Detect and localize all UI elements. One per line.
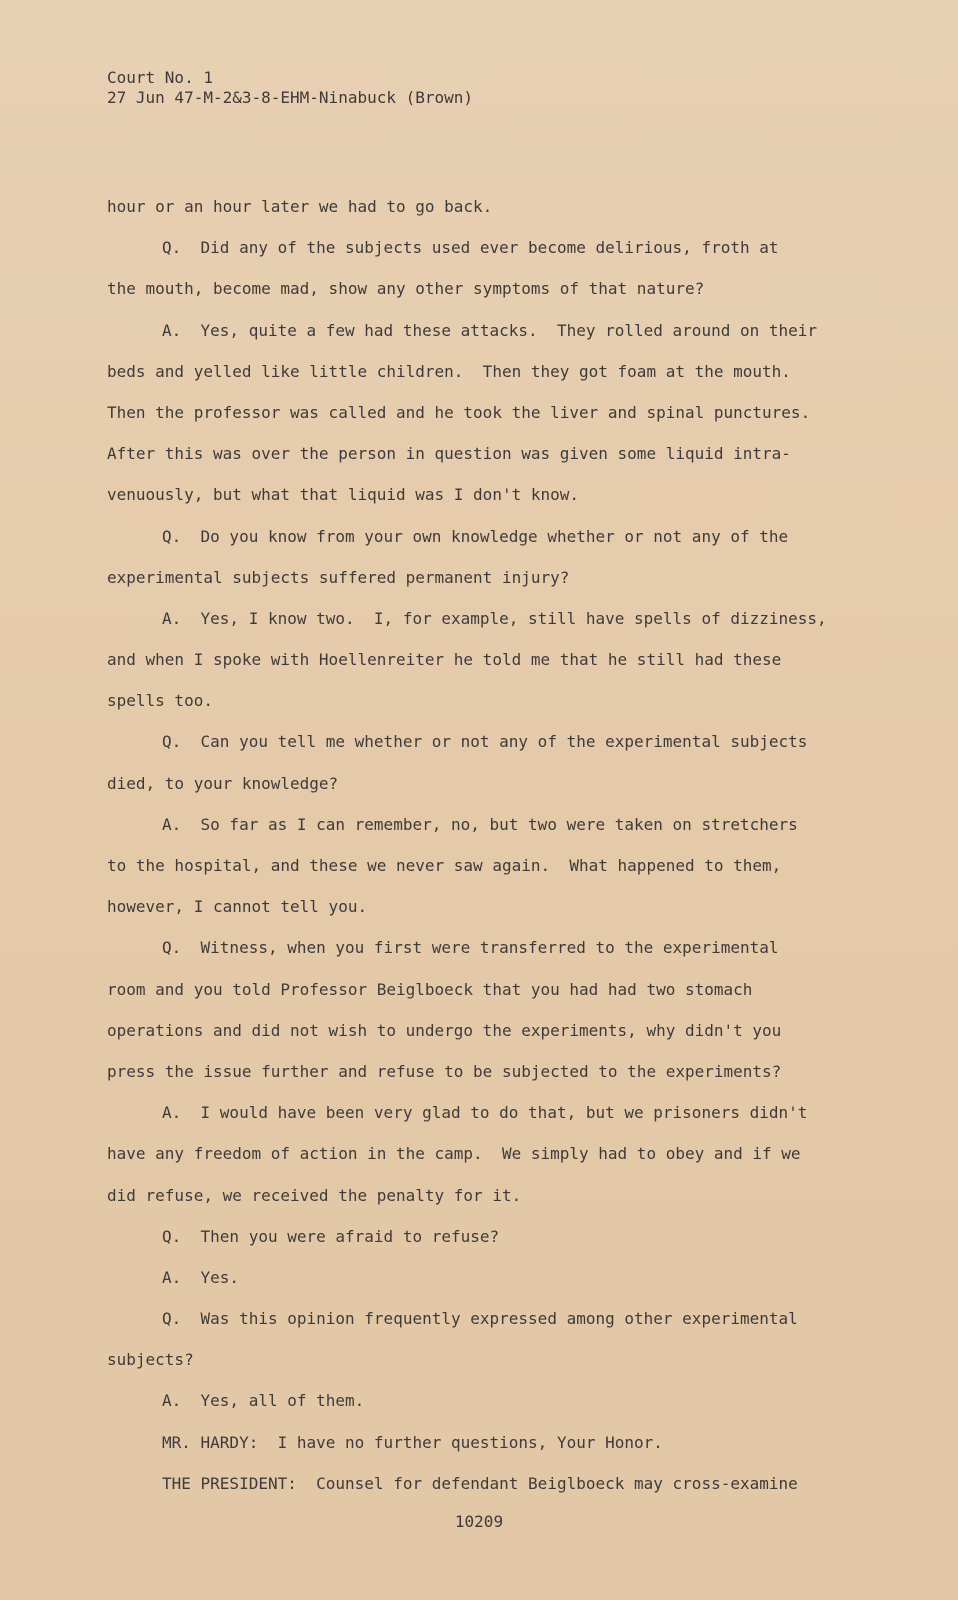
court-number: Court No. 1 [107, 68, 213, 87]
transcript-line: venuously, but what that liquid was I don't know. [107, 485, 580, 505]
transcript-line: the mouth, become mad, show any other symptoms of that nature? [107, 279, 705, 299]
transcript-line: died, to your knowledge? [107, 773, 339, 793]
transcript-line: Q. Can you tell me whether or not any of the experimental subjects [162, 732, 808, 752]
transcript-body [107, 186, 877, 1504]
transcript-line: hour or an hour later we had to go back. [107, 197, 493, 216]
transcript-line: to the hospital, and these we never saw again. What happened to them, [107, 856, 782, 875]
transcript-line: press the issue further and refuse to be subjected to the experiments? [107, 1061, 782, 1081]
transcript-line: operations and did not wish to undergo the experiments, why didn't you [107, 1020, 782, 1040]
transcript-line: A. Yes, quite a few had these attacks. They rolled around on their [162, 320, 818, 340]
transcript-line: did refuse, we received the penalty for it. [107, 1185, 522, 1205]
transcript-line: A. I would have been very glad to do that, but we prisoners didn't [162, 1103, 808, 1123]
transcript-line: After this was over the person in question was given some liquid intra- [107, 444, 791, 464]
transcript-line: Q. Witness, when you first were transferred to the experimental [162, 938, 779, 958]
transcript-line: subjects? [107, 1350, 194, 1370]
transcript-line: Then the professor was called and he took the liver and spinal punctures. [107, 402, 811, 422]
transcript-line: room and you told Professor Beiglboeck that you had had two stomach [107, 979, 753, 999]
transcript-line: Q. Was this opinion frequently expressed among other experimental [162, 1309, 798, 1329]
transcript-line: experimental subjects suffered permanent injury? [107, 567, 570, 587]
page-number: 10209 [454, 1512, 504, 1531]
transcript-line: MR. HARDY: I have no further questions, Your Honor. [162, 1432, 663, 1452]
transcript-line: Q. Do you know from your own knowledge whether or not any of the [162, 526, 789, 546]
transcript-line: spells too. [107, 691, 213, 711]
transcript-line: and when I spoke with Hoellenreiter he told me that he still had these [107, 650, 782, 670]
transcript-line: A. Yes. [162, 1267, 240, 1287]
transcript-line: Q. Then you were afraid to refuse? [162, 1226, 500, 1246]
transcript-line: A. Yes, all of them. [162, 1391, 365, 1411]
transcript-line: A. Yes, I know two. I, for example, still have spells of dizziness, [162, 608, 827, 628]
transcript-line: THE PRESIDENT: Counsel for defendant Beiglboeck may cross-examine [162, 1473, 798, 1493]
transcript-line: Q. Did any of the subjects used ever become delirious, froth at [162, 238, 779, 258]
document-header [107, 68, 473, 108]
transcript-line: A. So far as I can remember, no, but two were taken on stretchers [162, 814, 798, 834]
transcript-line: beds and yelled like little children. Then they got foam at the mouth. [107, 361, 791, 381]
transcript-line: however, I cannot tell you. [107, 897, 368, 917]
transcript-line: have any freedom of action in the camp. We simply had to obey and if we [107, 1144, 801, 1164]
session-reference: 27 Jun 47-M-2&3-8-EHM-Ninabuck (Brown) [107, 88, 474, 107]
